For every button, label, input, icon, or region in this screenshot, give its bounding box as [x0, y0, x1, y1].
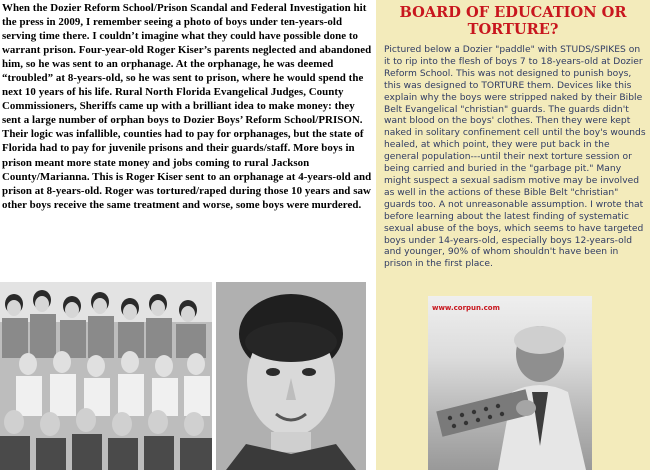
- board-heading: BOARD OF EDUCATION OR TORTURE?: [399, 4, 627, 38]
- article-text: [2, 1, 374, 212]
- paddle-photo: [428, 296, 592, 470]
- paddle-illustration: [428, 296, 592, 470]
- portrait-photo: [216, 282, 366, 470]
- portrait-illustration: [216, 282, 366, 470]
- group-photo-illustration: [0, 282, 212, 470]
- board-body-text: Pictured below a Dozier "paddle" with STUDS/SPIKES on it to rip into the flesh of boys 7 to 18-years-old at Dozier Reform School. This was not designed to punish boys, this was designed to TORTURE them. Devices like this explain why the boys were stripped naked by their Bible Belt Evangelical "christian" guards. The guards didn't want blood on the boys' clothes. Then they were kept naked in solitary confinement cell until the boy's wounds healed, at which point, they were put back in the general population---until their next torture session or being carried and buried in the "garbage pit." Many might suspect a sexual sadism motive may be involved as well in the actions of these Bible Belt "christian" guards too. A not unreasonable assumption. I wrote that before learning about the latest finding of systematic sexual abuse of the boys, which seems to have targeted boys under 14-years-old, especially boys 12-years-old and younger, 90% of whom shouldn't have been in prison in the first place.: [384, 45, 646, 270]
- group-photo: [0, 282, 212, 470]
- photo-caption: www.corpun.com: [432, 304, 500, 312]
- board-panel: [376, 0, 650, 470]
- article-paragraph: When the Dozier Reform School/Prison Scandal and Federal Investigation hit the press in 2009, I remember seeing a photo of boys under ten-years-old serving time there. I couldn’t imagine what they could have possible done to warrant prison. Four-year-old Roger Kiser’s parents neglected and abandoned him, so he was sent to an orphanage. At the orphanage, he was deemed “troubled” at 8-years-old, so he was sent to prison, where he would spend the next 10 years of his life. Rural North Florida Evangelical Judges, County Commissioners, Sheriffs came up with a brilliant idea to make money: they sent a large number of orphan boys to Dozier Boys’ Reform School/PRISON. Their logic was infallible, counties had to pay for orphanages, but the state of Florida had to pay for juvenile prisons and their guards/staff. More boys in prison meant more state money and jobs coming to rural Jackson County/Marianna. This is Roger Kiser sent to an orphanage at 4-years-old and prison at 8-years-old. Roger was tortured/raped during those 10 years and saw other boys receive the same treatment and worse, some boys were murdered.: [2, 2, 372, 211]
